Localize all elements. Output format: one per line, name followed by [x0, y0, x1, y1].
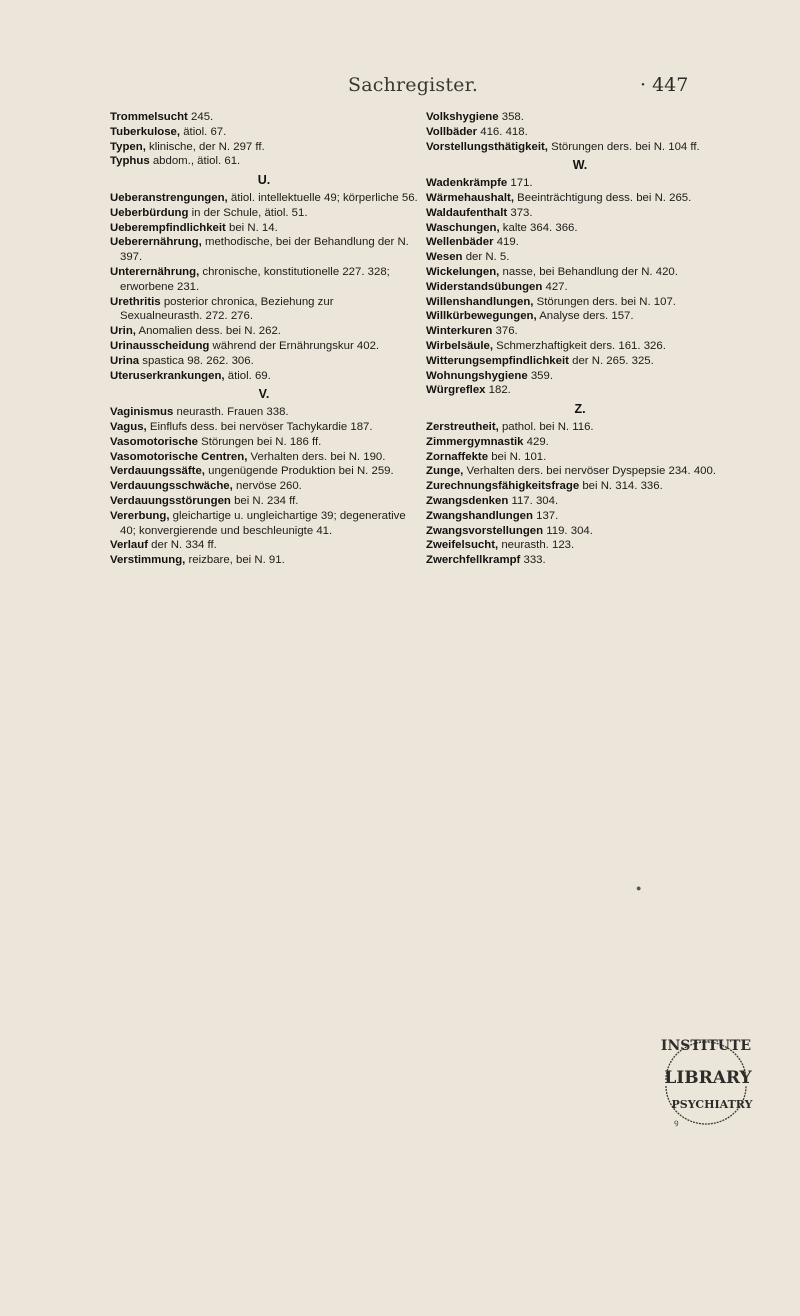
index-entry [426, 125, 734, 140]
index-references: 171. [510, 177, 533, 190]
index-term: Vererbung, [110, 509, 170, 522]
index-term: Zurechnungsfähigkeitsfrage [426, 480, 580, 493]
section-letter-u: U. [257, 173, 271, 188]
index-references: der N. 5. [465, 251, 510, 264]
index-references: 245. [191, 111, 214, 123]
index-term: Verlauf [110, 539, 148, 552]
index-term: Würgreflex [426, 384, 486, 397]
index-entry [426, 206, 734, 221]
index-references: Analyse ders. 157. [539, 310, 634, 323]
index-references: während der Ernährungskur 402. [212, 339, 380, 352]
index-entry [110, 450, 418, 465]
index-references: Einflufs dess. bei nervöser Tachykardie 187. [149, 420, 373, 433]
index-references: ätiol. intellektuelle 49; körperliche 56. [230, 191, 418, 204]
index-references: methodische, bei der Behandlung der N. 397. [120, 236, 409, 264]
index-term: Ueberempfindlichkeit [110, 221, 226, 234]
index-entry [110, 295, 418, 325]
index-references: nervöse 260. [235, 480, 302, 493]
index-term: Typen, [110, 140, 146, 153]
index-entry [426, 140, 734, 155]
index-entry [426, 309, 734, 324]
index-entry [110, 405, 418, 420]
index-term: Urethritis [110, 295, 161, 308]
index-term: Ueberanstrengungen, [110, 191, 228, 204]
index-references: Störungen ders. bei N. 104 ff. [551, 140, 700, 153]
section-letter-z: Z. [574, 402, 586, 417]
index-references: Verhalten ders. bei nervöser Dyspepsie 234. 400. [466, 465, 716, 478]
index-references: 359. [530, 369, 554, 382]
index-references: 358. [501, 111, 524, 123]
index-entry [110, 369, 418, 384]
index-entry [110, 553, 418, 568]
index-references: pathol. bei N. 116. [501, 420, 594, 433]
index-references: der N. 334 ff. [151, 539, 217, 552]
index-term: Wirbelsäule, [426, 339, 493, 352]
index-references: 416. 418. [480, 125, 528, 138]
index-term: Uteruserkrankungen, [110, 369, 225, 382]
index-entry [110, 221, 418, 236]
section-letter-w: W. [572, 158, 588, 173]
index-references: kalte 364. 366. [502, 221, 578, 234]
index-entry [426, 339, 734, 354]
index-entry [110, 479, 418, 494]
index-references: 429. [526, 435, 549, 448]
index-entry [426, 369, 734, 384]
index-column-left [110, 110, 418, 568]
index-term: Verdauungsstörungen [110, 494, 231, 507]
index-term: Ueberernährung, [110, 236, 202, 249]
index-entry [110, 464, 418, 479]
page-number: · 447 [640, 74, 689, 96]
index-term: Vorstellungsthätigkeit, [426, 140, 548, 153]
index-references: chronische, konstitutionelle 227. 328; erworbene 231. [120, 265, 390, 293]
index-term: Zwangsvorstellungen [426, 524, 544, 537]
index-term: Verdauungssäfte, [110, 465, 205, 478]
index-entry [426, 435, 734, 450]
index-entry [110, 154, 418, 169]
index-term: Volkshygiene [426, 111, 499, 123]
index-references: bei N. 14. [229, 221, 278, 234]
index-entry [426, 265, 734, 280]
index-entry [426, 191, 734, 206]
index-references: klinische, der N. 297 ff. [149, 140, 265, 153]
index-entry [426, 354, 734, 369]
index-references: spastica 98. 262. 306. [142, 354, 254, 367]
index-entry [426, 479, 734, 494]
index-entry [426, 538, 734, 553]
ink-speck: ● [636, 883, 642, 893]
index-term: Wellenbäder [426, 236, 494, 249]
index-entry [110, 494, 418, 509]
index-term: Wesen [426, 251, 463, 264]
index-references: 117. 304. [511, 494, 559, 507]
index-term: Zweifelsucht, [426, 539, 499, 552]
index-references: 182. [488, 384, 511, 397]
index-references: 333. [523, 554, 546, 567]
index-references: Beeinträchtigung dess. bei N. 265. [517, 191, 692, 204]
index-entry [426, 280, 734, 295]
index-entry [110, 191, 418, 206]
index-entry [426, 235, 734, 250]
index-term: Zwerchfellkrampf [426, 554, 521, 567]
index-entry [110, 324, 418, 339]
index-references: ätiol. 67. [183, 125, 227, 138]
stamp-text-psychiatry: PSYCHIATRY [671, 1098, 753, 1111]
index-entry [110, 435, 418, 450]
index-references: 419. [496, 236, 519, 249]
index-entry [110, 538, 418, 553]
index-term: Unterernährung, [110, 265, 200, 278]
index-term: Zwangsdenken [426, 494, 509, 507]
index-references: posterior chronica, Beziehung zur Sexualneurasth. 272. 276. [120, 295, 334, 323]
index-entry [426, 450, 734, 465]
index-references: bei N. 314. 336. [582, 480, 663, 493]
stamp-text-library: LIBRARY [664, 1068, 752, 1088]
index-term: Vaginismus [110, 406, 174, 419]
index-term: Vasomotorische Centren, [110, 450, 248, 463]
index-term: Widerstandsübungen [426, 280, 543, 293]
index-term: Verdauungsschwäche, [110, 480, 233, 493]
index-entry [426, 110, 734, 125]
index-references: neurasth. Frauen 338. [176, 406, 289, 419]
index-references: 119. 304. [546, 524, 593, 537]
index-references: 373. [510, 206, 533, 219]
index-references: Verhalten ders. bei N. 190. [250, 450, 386, 463]
index-references: in der Schule, ätiol. 51. [191, 206, 308, 219]
index-entry [110, 354, 418, 369]
index-references: 376. [495, 325, 518, 338]
index-references: ungenügende Produktion bei N. 259. [208, 465, 394, 478]
index-entry [110, 206, 418, 221]
index-entry [426, 524, 734, 539]
index-entry [426, 383, 734, 398]
index-entry [426, 176, 734, 191]
index-entry [426, 221, 734, 236]
index-term: Wickelungen, [426, 265, 500, 278]
index-term: Winterkuren [426, 325, 493, 338]
index-entry [110, 420, 418, 435]
index-term: Waschungen, [426, 221, 500, 234]
index-references: Störungen ders. bei N. 107. [536, 295, 676, 308]
index-term: Urina [110, 354, 140, 367]
index-references: 137. [536, 509, 559, 522]
index-references: der N. 265. 325. [572, 354, 654, 367]
index-term: Trommelsucht [110, 111, 188, 123]
index-term: Vasomotorische [110, 435, 198, 448]
index-term: Zerstreutheit, [426, 420, 499, 433]
index-entry [426, 420, 734, 435]
index-term: Waldaufenthalt [426, 206, 508, 219]
index-term: Ueberbürdung [110, 206, 189, 219]
index-entry [110, 339, 418, 354]
stamp-mark: ꝰ [674, 1117, 679, 1131]
index-references: gleichartige u. ungleichartige 39; degenerative 40; konvergierende und beschleunigte 41. [120, 509, 406, 537]
section-letter-v: V. [258, 387, 270, 402]
index-entry [426, 250, 734, 265]
index-term: Willkürbewegungen, [426, 310, 537, 323]
index-references: abdom., ätiol. 61. [152, 155, 241, 168]
index-term: Verstimmung, [110, 554, 186, 567]
index-term: Willenshandlungen, [426, 295, 534, 308]
index-references: Schmerzhaftigkeit ders. 161. 326. [496, 339, 666, 352]
index-term: Zornaffekte [426, 450, 489, 463]
index-entry [110, 110, 418, 125]
index-term: Wohnungshygiene [426, 369, 528, 382]
index-entry [110, 125, 418, 140]
index-entry [426, 324, 734, 339]
index-term: Witterungsempfindlichkeit [426, 354, 569, 367]
index-term: Wärmehaushalt, [426, 191, 514, 204]
index-references: 427. [545, 280, 568, 293]
index-term: Vagus, [110, 420, 147, 433]
index-term: Vollbäder [426, 125, 478, 138]
index-term: Urinausscheidung [110, 339, 210, 352]
index-references: reizbare, bei N. 91. [188, 554, 285, 567]
index-term: Typhus [110, 155, 150, 168]
index-entry [110, 509, 418, 539]
index-references: bei N. 101. [491, 450, 547, 463]
index-column-right [426, 110, 734, 568]
library-stamp [626, 1024, 786, 1136]
index-term: Zimmergymnastik [426, 435, 524, 448]
index-entry [110, 235, 418, 265]
index-entry [110, 265, 418, 295]
index-references: Störungen bei N. 186 ff. [201, 435, 322, 448]
index-entry [426, 509, 734, 524]
index-term: Urin, [110, 325, 136, 338]
running-title: Sachregister. [348, 74, 479, 96]
index-references: neurasth. 123. [501, 539, 575, 552]
index-entry [426, 553, 734, 568]
index-references: nasse, bei Behandlung der N. 420. [502, 265, 678, 278]
index-references: ätiol. 69. [227, 369, 271, 382]
index-references: Anomalien dess. bei N. 262. [138, 325, 281, 338]
index-entry [426, 464, 734, 479]
index-references: bei N. 234 ff. [234, 494, 299, 507]
index-entry [110, 140, 418, 155]
stamp-text-institute: INSTITUTE [660, 1038, 752, 1054]
index-term: Zunge, [426, 465, 464, 478]
page-header [0, 74, 800, 104]
index-term: Wadenkrämpfe [426, 177, 508, 190]
index-term: Zwangshandlungen [426, 509, 533, 522]
index-entry [426, 295, 734, 310]
index-term: Tuberkulose, [110, 125, 181, 138]
index-entry [426, 494, 734, 509]
